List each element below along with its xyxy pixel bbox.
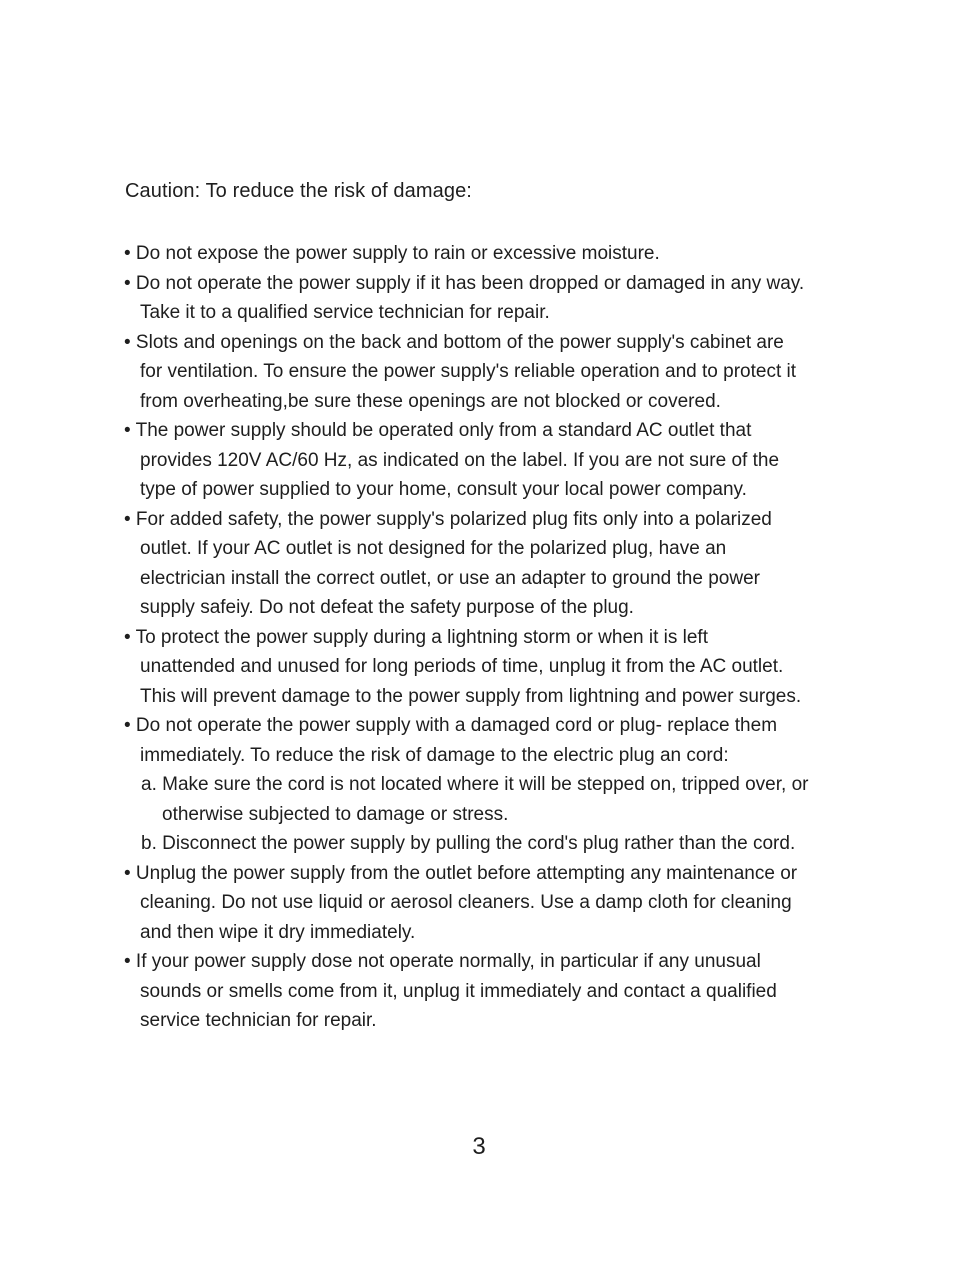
caution-line: • For added safety, the power supply's polarized plug fits only into a polarized — [124, 508, 772, 530]
caution-line: otherwise subjected to damage or stress. — [162, 803, 509, 825]
caution-line: from overheating,be sure these openings are not blocked or covered. — [140, 390, 721, 412]
caution-line: sounds or smells come from it, unplug it immediately and contact a qualified — [140, 980, 777, 1002]
caution-line: • If your power supply dose not operate normally, in particular if any unusual — [124, 951, 761, 972]
caution-line: type of power supplied to your home, consult your local power company. — [140, 479, 747, 500]
caution-line: service technician for repair. — [140, 1010, 377, 1031]
caution-line: and then wipe it dry immediately. — [140, 921, 416, 943]
caution-line: • Do not expose the power supply to rain or excessive moisture. — [124, 243, 660, 264]
caution-line: immediately. To reduce the risk of damage to the electric plug an cord: — [140, 744, 729, 766]
caution-line: cleaning. Do not use liquid or aerosol cleaners. Use a damp cloth for cleaning — [140, 892, 792, 913]
caution-line: b. Disconnect the power supply by pulling the cord's plug rather than the cord. — [141, 833, 796, 854]
caution-line: • To protect the power supply during a lightning storm or when it is left — [124, 626, 708, 648]
caution-heading: Caution: To reduce the risk of damage: — [125, 180, 472, 202]
caution-line: electrician install the correct outlet, or use an adapter to ground the power — [140, 567, 760, 589]
caution-line: • Slots and openings on the back and bottom of the power supply's cabinet are — [124, 331, 784, 353]
caution-line: for ventilation. To ensure the power supply's reliable operation and to protect it — [140, 361, 797, 382]
caution-line: • Do not operate the power supply with a damaged cord or plug- replace them — [124, 715, 778, 736]
caution-line: a. Make sure the cord is not located where it will be stepped on, tripped over, or — [141, 774, 809, 795]
caution-line: • Do not operate the power supply if it has been dropped or damaged in any way. — [124, 272, 805, 294]
caution-line: This will prevent damage to the power supply from lightning and power surges. — [140, 685, 802, 707]
caution-line: • Unplug the power supply from the outlet before attempting any maintenance or — [124, 862, 798, 884]
caution-line: • The power supply should be operated only from a standard AC outlet that — [124, 420, 752, 441]
caution-line: unattended and unused for long periods of time, unplug it from the AC outlet. — [140, 656, 784, 677]
caution-line: Take it to a qualified service technician for repair. — [140, 302, 550, 323]
page-number: 3 — [472, 1133, 486, 1160]
caution-line: provides 120V AC/60 Hz, as indicated on the label. If you are not sure of the — [140, 449, 780, 471]
caution-list — [124, 239, 864, 1036]
caution-line: outlet. If your AC outlet is not designed for the polarized plug, have an — [140, 538, 727, 559]
caution-line: supply safeiy. Do not defeat the safety purpose of the plug. — [140, 597, 634, 618]
